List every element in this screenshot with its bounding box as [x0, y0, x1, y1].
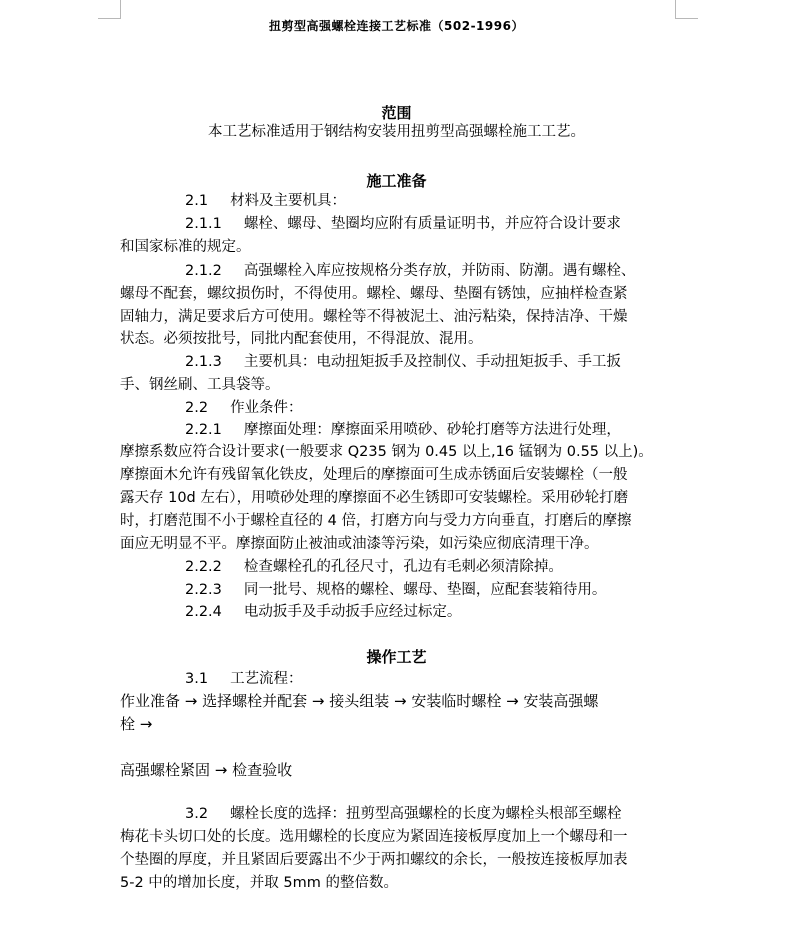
clause-2-2-1-line5: 时，打磨范围不小于螺栓直径的 4 倍，打磨方向与受力方向垂直，打磨后的摩擦: [120, 513, 632, 529]
clause-3-1: [120, 668, 741, 691]
clause-2-2-1: [120, 419, 741, 442]
clause-number: 2.2.1: [185, 422, 222, 438]
running-header: 扭剪型高强螺栓连接工艺标准（502-1996）: [269, 19, 524, 33]
clause-text: 检查螺栓孔的孔径尺寸，孔边有毛刺必须清除掉。: [243, 559, 563, 575]
clause-3-2-line3: 个垫圈的厚度，并且紧固后要露出不少于两扣螺纹的余长，一般按连接板厚加表: [120, 852, 628, 868]
clause-2-1-3: [120, 351, 741, 374]
clause-2-2-2: [120, 556, 741, 579]
clause-2-1-2-line2: 螺母不配套，螺纹损伤时，不得使用。螺栓、螺母、垫圈有锈蚀，应抽样检查紧: [120, 286, 628, 302]
clause-text: 螺栓、螺母、垫圈均应附有质量证明书，并应符合设计要求: [243, 216, 621, 232]
clause-3-2-line4: 5-2 中的增加长度，并取 5mm 的整倍数。: [120, 875, 398, 891]
clause-3-2-line2: 梅花卡头切口处的长度。选用螺栓的长度应为紧固连接板厚度加上一个螺母和一: [120, 829, 628, 845]
clause-3-2: [120, 803, 741, 826]
section-title-preparation: 施工准备: [366, 172, 427, 190]
clause-text: 螺栓长度的选择：扭剪型高强螺栓的长度为螺栓头根部至螺栓: [230, 806, 622, 822]
clause-number: 3.2: [185, 806, 209, 822]
clause-2-2-1-line2: 摩擦系数应符合设计要求(一般要求 Q235 钢为 0.45 以上,16 锰钢为 0.55 以上)。: [120, 444, 653, 460]
clause-number: 2.2.3: [185, 582, 222, 598]
clause-2-1: [120, 190, 741, 213]
clause-2-2-1-line4: 露天存 10d 左右），用喷砂处理的摩擦面不必生锈即可安装螺栓。采用砂轮打磨: [120, 490, 629, 506]
process-flow-line2: 栓 →: [120, 715, 153, 733]
clause-2-2-1-line3: 摩擦面木允许有残留氧化铁皮，处理后的摩擦面可生成赤锈面后安装螺栓（一般: [120, 467, 628, 483]
clause-number: 2.1: [185, 193, 209, 209]
clause-number: 3.1: [185, 671, 209, 687]
clause-text: 电动扳手及手动扳手应经过标定。: [243, 604, 462, 620]
clause-2-1-1: [120, 213, 741, 236]
clause-text: 材料及主要机具：: [230, 193, 347, 209]
clause-2-1-3-line2: 手、钢丝刷、工具袋等。: [120, 377, 280, 393]
clause-text: 主要机具：电动扭矩扳手及控制仪、手动扭矩扳手、手工扳: [243, 354, 621, 370]
clause-2-1-1-line2: 和国家标准的规定。: [120, 239, 251, 255]
clause-2-2-1-line6: 面应无明显不平。摩擦面防止被油或油漆等污染，如污染应彻底清理干净。: [120, 536, 599, 552]
clause-number: 2.2: [185, 400, 209, 416]
clause-number: 2.2.4: [185, 604, 222, 620]
process-flow-line1: 作业准备 → 选择螺栓并配套 → 接头组装 → 安装临时螺栓 → 安装高强螺: [120, 692, 599, 710]
clause-text: 作业条件：: [230, 400, 303, 416]
clause-number: 2.1.3: [185, 354, 222, 370]
clause-2-1-2-line3: 固轴力，满足要求后方可使用。螺栓等不得被泥土、油污粘染，保持洁净、干燥: [120, 309, 628, 325]
clause-2-2-4: [120, 601, 741, 624]
clause-text: 同一批号、规格的螺栓、螺母、垫圈，应配套装箱待用。: [243, 582, 607, 598]
section-title-scope: 范围: [381, 104, 412, 122]
clause-2-1-2: [120, 260, 741, 283]
process-flow-line3: 高强螺栓紧固 → 检查验收: [120, 761, 293, 779]
clause-2-1-2-line4: 状态。必须按批号，同批内配套使用，不得混放、混用。: [120, 331, 483, 347]
scope-text: 本工艺标准适用于钢结构安装用扭剪型高强螺栓施工工艺。: [208, 124, 585, 140]
clause-number: 2.1.1: [185, 216, 222, 232]
clause-text: 高强螺栓入库应按规格分类存放，并防雨、防潮。遇有螺栓、: [243, 263, 636, 279]
section-title-process: 操作工艺: [366, 648, 427, 666]
clause-2-2: [120, 397, 741, 420]
clause-2-2-3: [120, 579, 741, 602]
clause-number: 2.1.2: [185, 263, 222, 279]
clause-text: 摩擦面处理：摩擦面采用喷砂、砂轮打磨等方法进行处理，: [243, 422, 621, 438]
clause-number: 2.2.2: [185, 559, 222, 575]
clause-text: 工艺流程：: [230, 671, 303, 687]
